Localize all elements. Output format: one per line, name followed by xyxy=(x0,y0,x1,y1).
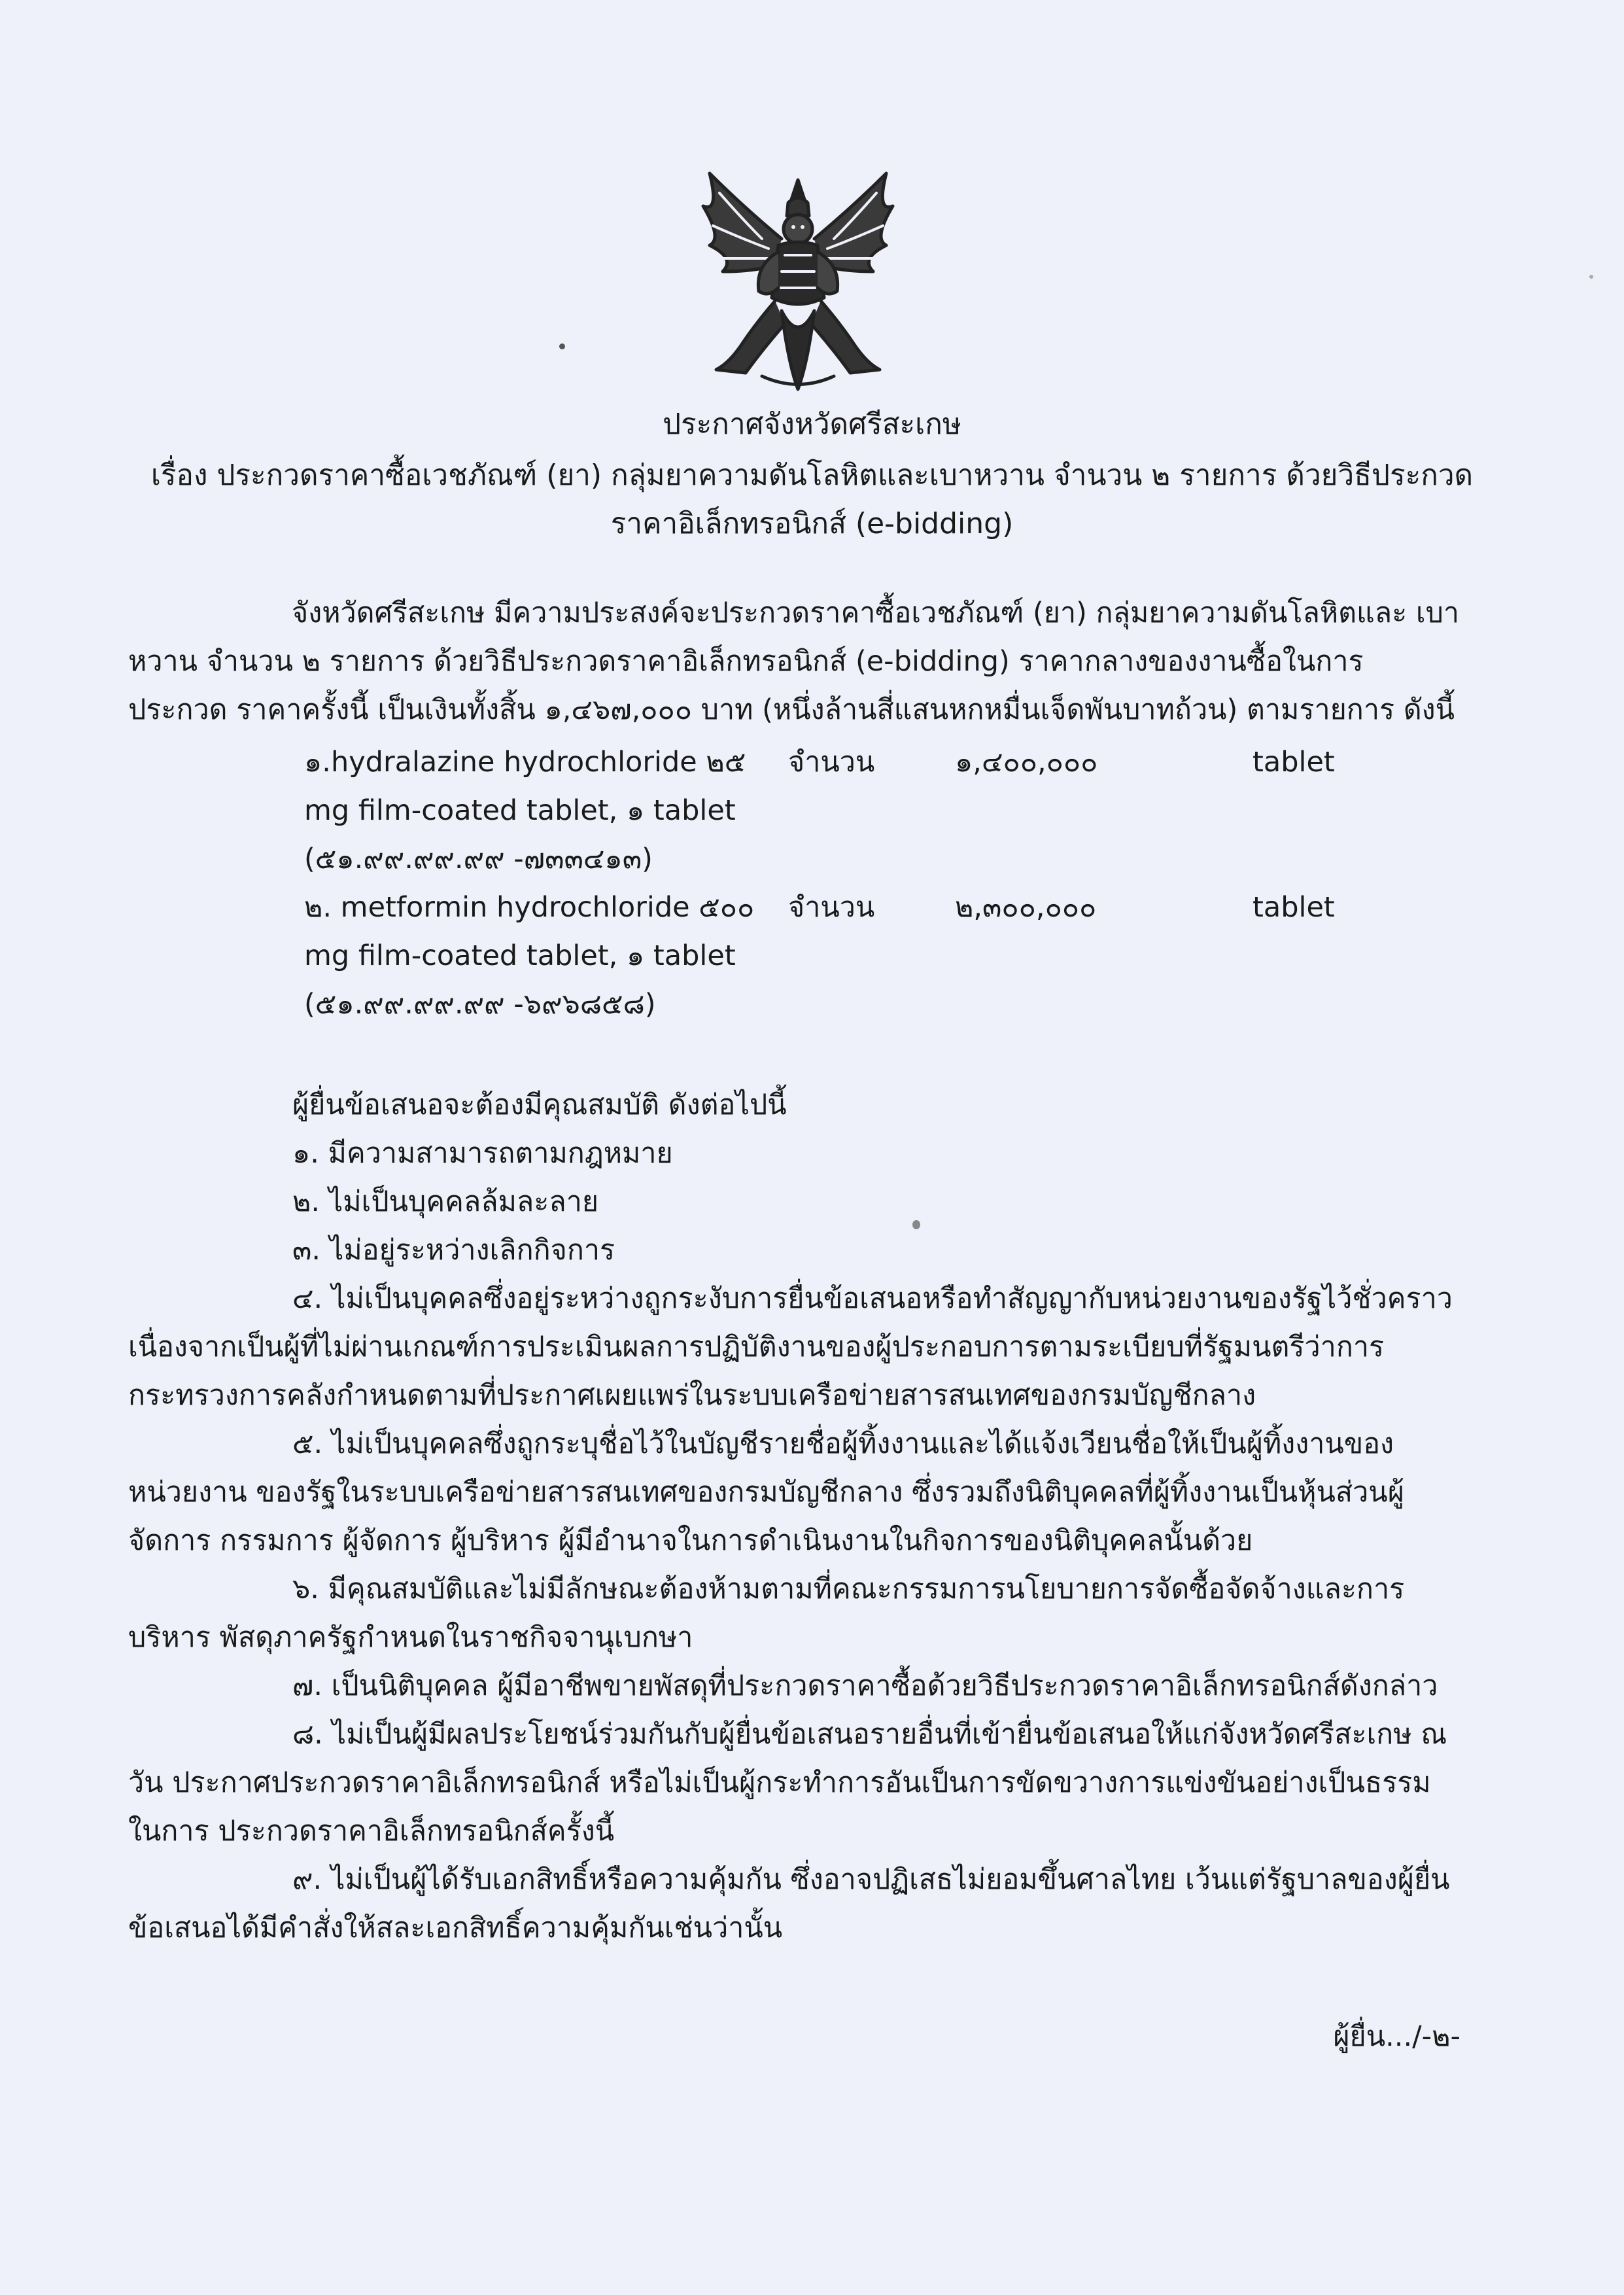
item-qty-label: จำนวน xyxy=(788,746,875,779)
qualification-item: ๗. เป็นนิติบุคคล ผู้มีอาชีพขายพัสดุที่ประกวดราคาซื้อด้วยวิธีประกวดราคาอิเล็กทรอนิกส์ดังกล่าว xyxy=(292,1670,1438,1702)
list-item xyxy=(304,883,1468,1028)
qualifications-heading: ผู้ยื่นข้อเสนอจะต้องมีคุณสมบัติ ดังต่อไปนี้ xyxy=(292,1089,787,1121)
garuda-emblem-icon xyxy=(683,167,912,402)
announcement-title: ประกาศจังหวัดศรีสะเกษ xyxy=(663,408,961,441)
item-description: ๑.hydralazine hydrochloride ๒๕ mg film-coated tablet, ๑ tablet (๕๑.๙๙.๙๙.๙๙ -๗๓๓๔๑๓) xyxy=(304,746,746,875)
scan-speck xyxy=(1589,275,1593,279)
item-unit: tablet xyxy=(1253,746,1335,779)
item-description: ๒. metformin hydrochloride ๕๐๐ mg film-coated tablet, ๑ tablet (๕๑.๙๙.๙๙.๙๙ -๖๙๖๘๕๘) xyxy=(304,891,755,1021)
item-qty-label: จำนวน xyxy=(788,891,875,924)
qualification-item: ๘. ไม่เป็นผู้มีผลประโยชน์ร่วมกันกับผู้ยื่นข้อเสนอรายอื่นที่เข้ายื่นข้อเสนอให้แก่จังหวัดศรีสะเกษ ณ วัน ประกาศประกวดราคาอิเล็กทรอนิกส์ หรือไม่เป็นผู้กระทำการอันเป็นการขัดขวางการแข่งขันอย่างเป็นธรรมในการ ประกวดราคาอิเล็กทรอนิกส์ครั้งนี้ xyxy=(128,1718,1447,1848)
item-list xyxy=(304,738,1468,1028)
item-qty: ๒,๓๐๐,๐๐๐ xyxy=(955,891,1097,924)
subject-line-2: ราคาอิเล็กทรอนิกส์ (e-bidding) xyxy=(610,507,1014,540)
scan-speck xyxy=(912,1220,920,1229)
qualification-item: ๙. ไม่เป็นผู้ได้รับเอกสิทธิ์หรือความคุ้มกัน ซึ่งอาจปฏิเสธไม่ยอมขึ้นศาลไทย เว้นแต่รัฐบาลของผู้ยื่น ข้อเสนอได้มีคำสั่งให้สละเอกสิทธิ์ความคุ้มกันเช่นว่านั้น xyxy=(128,1863,1450,1944)
qualification-item: ๑. มีความสามารถตามกฎหมาย xyxy=(292,1137,673,1170)
qualification-item: ๔. ไม่เป็นบุคคลซึ่งอยู่ระหว่างถูกระงับการยื่นข้อเสนอหรือทำสัญญากับหน่วยงานของรัฐไว้ชั่วคราว เนื่องจากเป็นผู้ที่ไม่ผ่านเกณฑ์การประเมินผลการปฏิบัติงานของผู้ประกอบการตามระเบียบที่รัฐมนตรีว่าการ กระทรวงการคลังกำหนดตามที่ประกาศเผยแพร่ในระบบเครือข่ายสารสนเทศของกรมบัญชีกลาง xyxy=(128,1282,1453,1412)
scan-speck xyxy=(559,343,565,349)
qualification-item: ๖. มีคุณสมบัติและไม่มีลักษณะต้องห้ามตามที่คณะกรรมการนโยบายการจัดซื้อจัดจ้างและการบริหาร พัสดุภาครัฐกำหนดในราชกิจจานุเบกษา xyxy=(128,1573,1405,1654)
qualification-item: ๒. ไม่เป็นบุคคลล้มละลาย xyxy=(292,1185,599,1218)
intro-paragraph: จังหวัดศรีสะเกษ มีความประสงค์จะประกวดราคาซื้อเวชภัณฑ์ (ยา) กลุ่มยาความดันโลหิตและ เบาหวาน จำนวน ๒ รายการ ด้วยวิธีประกวดราคาอิเล็กทรอนิกส์ (e-bidding) ราคากลางของงานซื้อในการประกวด ราคาครั้งนี้ เป็นเงินทั้งสิ้น ๑,๔๖๗,๐๐๐ บาท (หนึ่งล้านสี่แสนหกหมื่นเจ็ดพันบาทถ้วน) ตามรายการ ดังนี้ xyxy=(128,597,1460,726)
list-item xyxy=(304,738,1468,883)
qualification-item: ๕. ไม่เป็นบุคคลซึ่งถูกระบุชื่อไว้ในบัญชีรายชื่อผู้ทิ้งงานและได้แจ้งเวียนชื่อให้เป็นผู้ทิ้งงานของหน่วยงาน ของรัฐในระบบเครือข่ายสารสนเทศของกรมบัญชีกลาง ซึ่งรวมถึงนิติบุคคลที่ผู้ทิ้งงานเป็นหุ้นส่วนผู้จัดการ กรรมการ ผู้จัดการ ผู้บริหาร ผู้มีอำนาจในการดำเนินงานในกิจการของนิติบุคคลนั้นด้วย xyxy=(128,1428,1404,1557)
item-qty: ๑,๔๐๐,๐๐๐ xyxy=(955,746,1098,779)
item-unit: tablet xyxy=(1253,891,1335,924)
subject-line-1: เรื่อง ประกวดราคาซื้อเวชภัณฑ์ (ยา) กลุ่มยาความดันโลหิตและเบาหวาน จำนวน ๒ รายการ ด้วยวิธีประกวด xyxy=(150,459,1474,492)
page-continuation: ผู้ยื่น.../-๒- xyxy=(1333,2020,1460,2053)
qualification-item: ๓. ไม่อยู่ระหว่างเลิกกิจการ xyxy=(292,1234,615,1267)
